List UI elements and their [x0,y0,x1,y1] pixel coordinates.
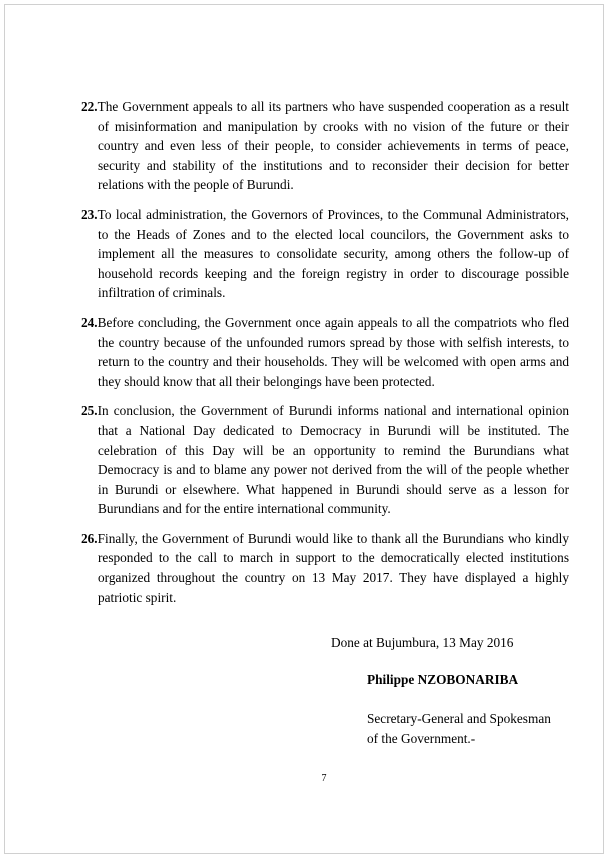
signer-name: Philippe NZOBONARIBA [367,672,519,687]
paragraph-number: 23. [81,206,98,222]
paragraph-text: To local administration, the Governors of Provinces, to the Communal Administrators, to the Heads of Zones and to the elected local councilors, the Government asks to implement all the measures to consolidate security, among others the follow-up of household records keeping and the foreign registry in order to discourage possible infiltration of criminals. [97,206,569,301]
signer-title-line-1: Secretary-General and Spokesman [367,711,551,726]
paragraph-26 [81,529,569,607]
paragraph-text: Finally, the Government of Burundi would like to thank all the Burundians who kindly responded to the call to march in support to the democratically elected institutions organized throughout the country on 13 May 2017. They have displayed a highly patriotic spirit. [97,530,569,605]
paragraph-23 [81,205,569,303]
numbered-paragraphs [81,97,569,617]
paragraph-number: 24. [81,314,98,330]
paragraph-text: In conclusion, the Government of Burundi informs national and international opinion that a National Day dedicated to Democracy in Burundi will be instituted. The celebration of this Day will be an opportunity to remind the Burundians what Democracy is and to blame any power not derived from the will of the people whether in Burundi or elsewhere. What happened in Burundi should serve as a lesson for Burundians and for the entire international community. [97,403,569,517]
paragraph-25 [81,401,569,519]
signer-title-line-2: of the Government.- [367,730,476,746]
paragraph-24 [81,313,569,391]
paragraph-number: 22. [81,99,98,114]
paragraph-22 [81,97,569,195]
page-number: 7 [321,773,327,784]
place-and-date: Done at Bujumbura, 13 May 2016 [331,635,514,650]
paragraph-number: 25. [81,403,98,419]
signer-title [367,709,577,748]
paragraph-number: 26. [81,530,98,546]
paragraph-text: The Government appeals to all its partners who have suspended cooperation as a result of misinformation and manipulation by crooks with no vision of the future or their country and even less of their people, to consider achievements in terms of peace, security and stability of the institutions and to reconsider their decision for better relations with the people of Burundi. [97,99,569,193]
paragraph-text: Before concluding, the Government once again appeals to all the compatriots who fled the country because of the unfounded rumors spread by those with selfish interests, to return to the country and their households. They will be welcomed with open arms and they should know that all their belongings have been protected. [97,314,569,389]
document-page [4,4,604,854]
